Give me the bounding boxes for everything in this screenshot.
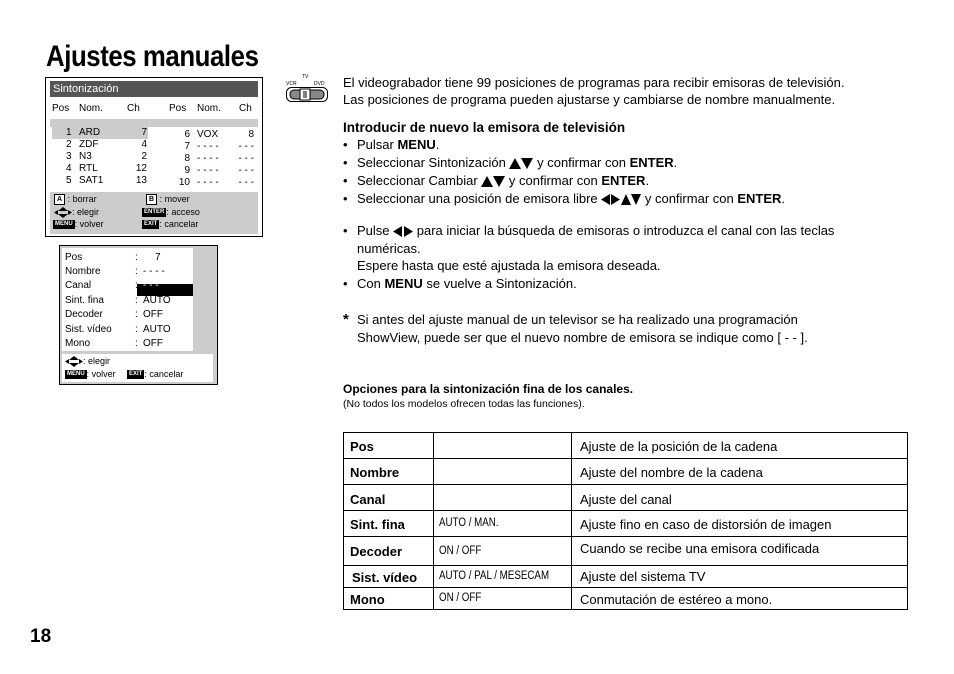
osd-header: Sintonización	[50, 81, 258, 97]
osd-channel-list	[50, 127, 258, 190]
list-item-name: ZDF	[79, 139, 99, 150]
exit-key-icon: EXIT	[129, 371, 143, 378]
list-item-ch: 8	[248, 129, 254, 140]
legend-elegir: : elegir	[54, 207, 99, 218]
setting-row: Sist. vídeo : AUTO	[65, 324, 171, 335]
page-number: 18	[30, 626, 52, 647]
list-item: 1	[66, 127, 72, 138]
osd-legend	[50, 192, 258, 234]
table-cell: Decoder	[343, 536, 434, 566]
list-item-ch: 7	[141, 127, 147, 138]
list-item-ch: 2	[141, 151, 147, 162]
options-table	[343, 432, 908, 610]
list-item-pos: 8	[184, 153, 190, 164]
table-cell: AUTO / PAL / MESECAM	[433, 565, 572, 588]
setting-row: Sint. fina : AUTO	[65, 295, 171, 306]
list-item-ch: 13	[135, 175, 147, 186]
col-ch: Ch	[239, 103, 252, 114]
note: * Si antes del ajuste manual de un televisor se ha realizado una programación ShowView, puede ser que el nuevo nombre de emisora se indique como [ - - ].	[343, 311, 808, 345]
osd-legend	[62, 354, 213, 382]
col-pos: Pos	[169, 103, 187, 114]
list-item-name: - - - -	[197, 141, 219, 152]
table-cell: Ajuste del canal	[571, 484, 908, 511]
list-item: 5	[66, 175, 72, 186]
arrow-keys-icon	[65, 356, 83, 367]
list-item-ch: - - -	[238, 153, 254, 164]
legend-elegir: : elegir	[65, 356, 110, 367]
list-item-ch: 4	[141, 139, 147, 150]
list-item-name: N3	[79, 151, 92, 162]
up-down-arrow-icon	[509, 158, 533, 169]
col-ch: Ch	[127, 103, 140, 114]
intro-paragraph: El videograbador tiene 99 posiciones de programas para recibir emisoras de televisión. Las posiciones de programa pueden ajustarse y cambiarse de nombre manualmente.	[343, 75, 845, 107]
table-cell: Nombre	[343, 458, 434, 485]
table-cell	[433, 458, 572, 485]
table-cell: Ajuste fino en caso de distorsión de imagen	[571, 510, 908, 537]
setting-row: Canal : - - -	[65, 280, 159, 291]
table-cell: Pos	[343, 432, 434, 459]
menu-key-icon: MENU	[67, 371, 85, 378]
exit-key-icon: EXIT	[144, 221, 158, 228]
up-down-arrow-icon	[481, 176, 505, 187]
table-cell: ON / OFF	[433, 536, 572, 566]
table-cell: Canal	[343, 484, 434, 511]
list-item-name: ARD	[79, 127, 101, 138]
setting-row: Pos : 7	[65, 252, 161, 263]
table-cell	[433, 432, 572, 459]
table-cell: Cuando se recibe una emisora codificada	[571, 536, 908, 566]
table-cell: Sint. fina	[343, 510, 434, 537]
legend-cancelar: EXIT : cancelar	[144, 219, 199, 229]
list-item: 3	[66, 151, 72, 162]
list-item-ch: - - -	[238, 141, 254, 152]
list-item-ch: - - -	[238, 177, 254, 188]
list-item-ch: 12	[135, 163, 147, 174]
table-cell: Ajuste del nombre de la cadena	[571, 458, 908, 485]
list-item-name: VOX	[197, 129, 219, 140]
osd-settings-panel	[62, 248, 193, 351]
list-item-name: - - - -	[197, 153, 219, 164]
b-key-icon: B	[146, 194, 157, 205]
table-cell: Ajuste de la posición de la cadena	[571, 432, 908, 459]
list-item: • Pulse para iniciar la búsqueda de emisoras o introduzca el canal con las teclas numéricas. Espere hasta que esté ajustada la emisora deseada.	[343, 223, 835, 273]
four-way-arrow-icon	[601, 194, 641, 205]
legend-acceso: ENTER : acceso	[144, 207, 200, 217]
list-item-name: - - - -	[197, 177, 219, 188]
enter-key-icon: ENTER	[144, 209, 165, 216]
list-item: • Seleccionar Cambiar y confirmar con ENTER.	[343, 173, 650, 188]
left-right-arrow-icon	[393, 226, 413, 237]
page-title: Ajustes manuales	[46, 40, 259, 73]
legend-borrar: A : borrar	[54, 194, 97, 205]
table-cell: Ajuste del sistema TV	[571, 565, 908, 588]
list-item-ch: - - -	[238, 165, 254, 176]
arrow-keys-icon	[54, 207, 72, 218]
legend-mover: B : mover	[146, 194, 190, 205]
list-item: • Pulsar MENU.	[343, 137, 440, 152]
list-item: • Seleccionar una posición de emisora libre y confirmar con ENTER.	[343, 191, 786, 206]
setting-row: Nombre : - - - -	[65, 266, 165, 277]
menu-key-icon: MENU	[55, 221, 73, 228]
list-item-pos: 10	[178, 177, 190, 188]
legend-volver: MENU : volver	[55, 219, 104, 229]
list-item-pos: 7	[184, 141, 190, 152]
legend-volver: MENU : volver	[67, 369, 116, 379]
list-item-pos: 9	[184, 165, 190, 176]
table-cell: Mono	[343, 587, 434, 610]
table-heading: Opciones para la sintonización fina de los canales.	[343, 382, 634, 396]
setting-row: Decoder : OFF	[65, 309, 163, 320]
setting-row: Mono : OFF	[65, 338, 163, 349]
list-item-name: SAT1	[79, 175, 104, 186]
table-cell: ON / OFF	[433, 587, 572, 610]
list-item-name: - - - -	[197, 165, 219, 176]
table-cell: Conmutación de estéreo a mono.	[571, 587, 908, 610]
list-item: 2	[66, 139, 72, 150]
table-cell	[433, 484, 572, 511]
table-subheading: (No todos los modelos ofrecen todas las funciones).	[343, 398, 585, 410]
list-item: • Con MENU se vuelve a Sintonización.	[343, 276, 577, 291]
a-key-icon: A	[54, 194, 65, 205]
col-name: Nom.	[197, 103, 221, 114]
col-name: Nom.	[79, 103, 103, 114]
col-pos: Pos	[52, 103, 70, 114]
section-heading: Introducir de nuevo la emisora de televisión	[343, 120, 626, 135]
list-item: • Seleccionar Sintonización y confirmar con ENTER.	[343, 155, 678, 170]
osd-tuning-screen	[45, 77, 263, 237]
table-cell: Sist. vídeo	[343, 565, 434, 588]
osd-column-headers	[50, 100, 258, 118]
legend-cancelar: EXIT : cancelar	[129, 369, 184, 379]
list-item: 4	[66, 163, 72, 174]
table-cell: AUTO / MAN.	[433, 510, 572, 537]
list-item-name: RTL	[79, 163, 98, 174]
vcr-dvd-switch-icon: TV VCR DVD	[286, 75, 328, 105]
list-item-pos: 6	[184, 129, 190, 140]
osd-manual-screen	[59, 245, 218, 385]
